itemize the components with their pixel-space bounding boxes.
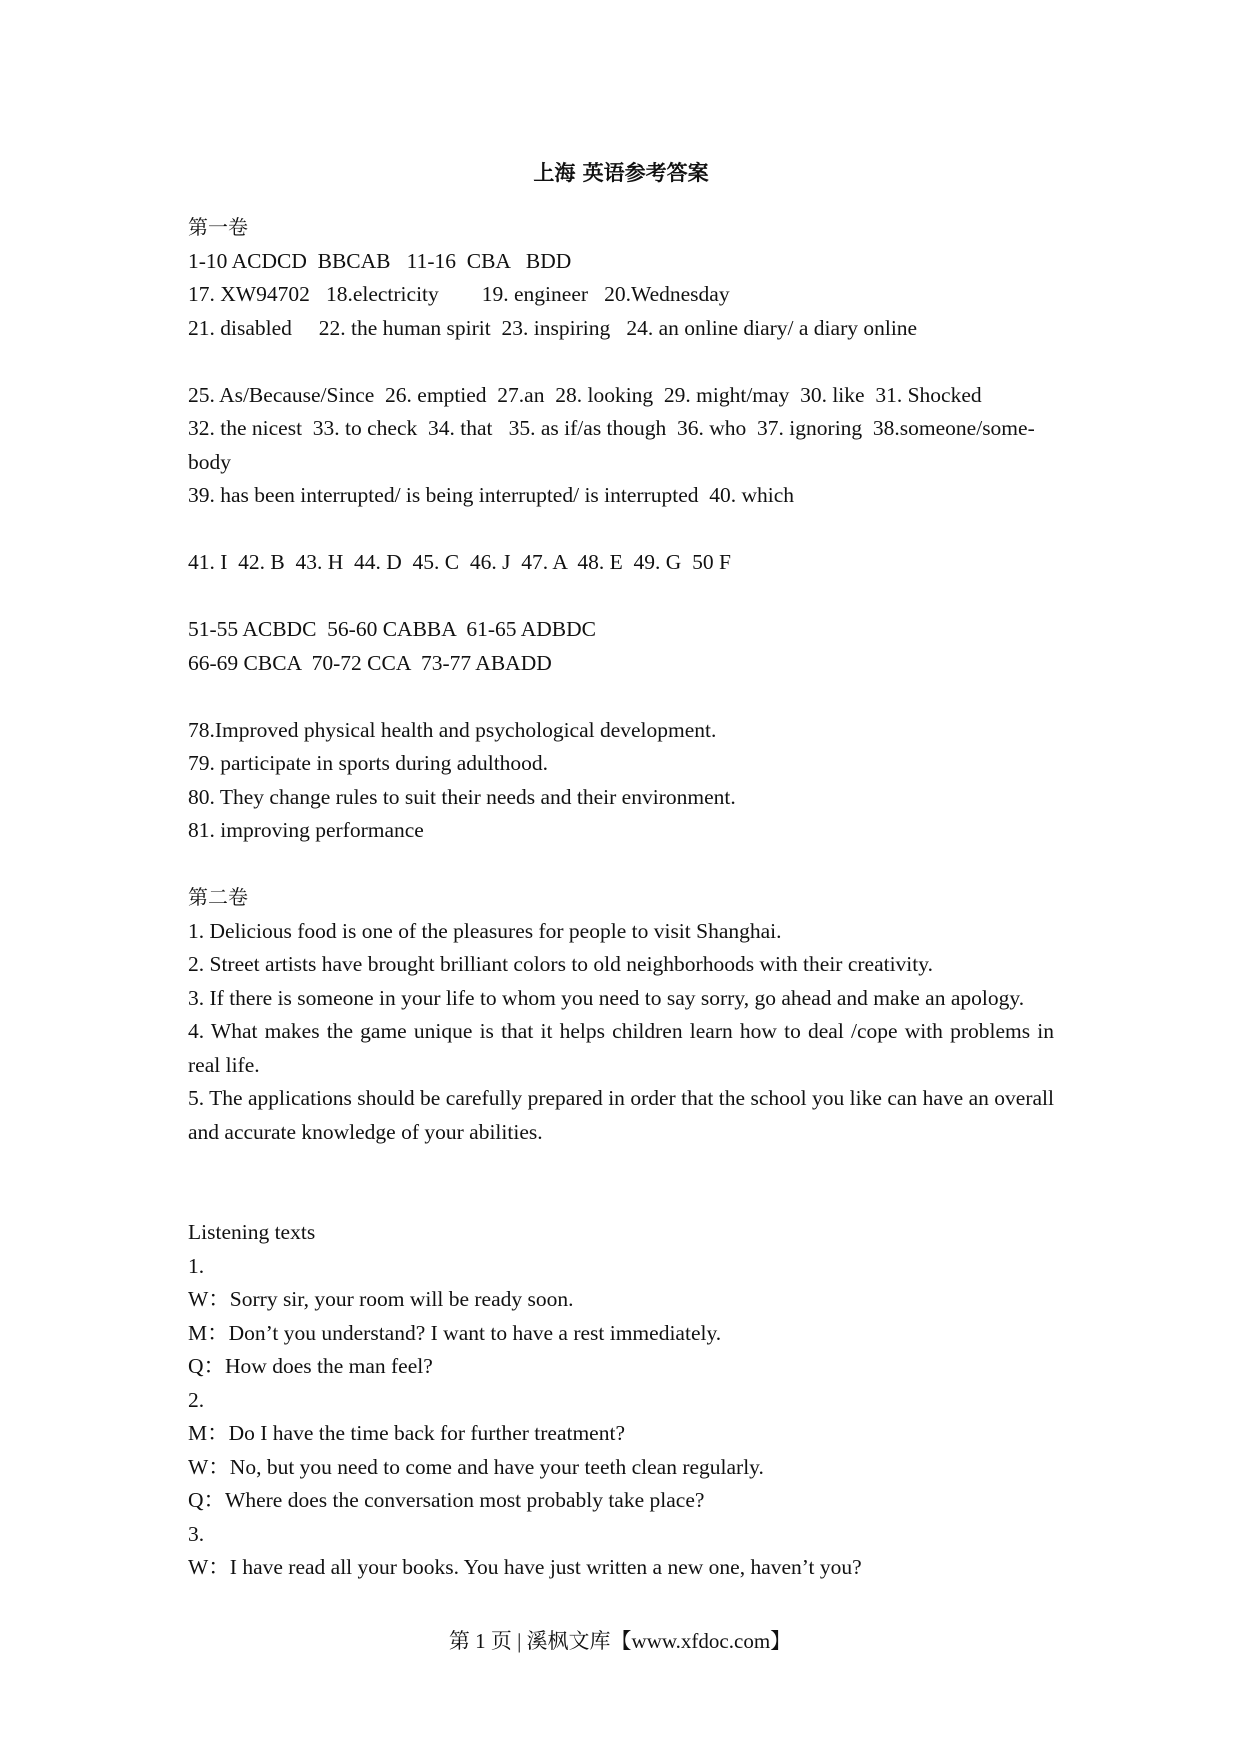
answer-line: 81. improving performance [188,818,424,842]
translation-sentence: 3. If there is someone in your life to whom you need to say sorry, go ahead and make an apology. [188,985,1025,1010]
dialogue-line: M：Do I have the time back for further treatment? [188,1421,625,1445]
answer-line: 21. disabled 22. the human spirit 23. inspiring 24. an online diary/ a diary online [188,315,918,340]
dialogue-line: W：No, but you need to come and have your teeth clean regularly. [188,1454,764,1479]
translation-sentence: 1. Delicious food is one of the pleasures for people to visit Shanghai. [188,918,782,943]
spacer [188,1149,1054,1183]
dialogue-line: M：Don’t you understand? I want to have a rest immediately. [188,1320,722,1345]
answer-line: 78.Improved physical health and psychological development. [188,717,717,742]
answer-line: 41. I 42. B 43. H 44. D 45. C 46. J 47. A 48. E 49. G 50 F [188,550,731,574]
document-page [188,0,1054,1754]
listening-item-number: 1. [188,1253,205,1278]
answer-line: body [188,449,231,474]
answer-line: 32. the nicest 33. to check 34. that 35. as if/as though 36. who 37. ignoring 38.someone/some- [188,416,1035,440]
dialogue-line: W：I have read all your books. You have just written a new one, haven’t you? [188,1555,862,1579]
dialogue-line: Q：How does the man feel? [188,1354,433,1378]
page-footer: 第 1 页 | 溪枫文库【www.xfdoc.com】 [448,1629,792,1653]
spacer [188,580,1054,614]
answer-line: 39. has been interrupted/ is being interrupted/ is interrupted 40. which [188,483,795,507]
listening-heading: Listening texts [188,1220,316,1244]
document-body [188,211,1054,1585]
spacer [188,848,1054,882]
translation-sentence: 2. Street artists have brought brilliant colors to old neighborhoods with their creativity. [188,952,933,976]
part1-heading: 第一卷 [188,215,248,239]
translation-sentence: 4. What makes the game unique is that it helps children learn how to deal /cope with problems in real life. [188,1019,1054,1077]
spacer [188,513,1054,547]
spacer [188,1183,1054,1217]
answer-line: 17. XW94702 18.electricity 19. engineer 20.Wednesday [188,282,730,306]
spacer [188,680,1054,714]
document-title: 上海 英语参考答案 [533,161,709,185]
dialogue-line: Q：Where does the conversation most probably take place? [188,1488,705,1512]
answer-line: 51-55 ACBDC 56-60 CABBA 61-65 ADBDC [188,617,596,641]
spacer [188,345,1054,379]
answer-line: 66-69 CBCA 70-72 CCA 73-77 ABADD [188,650,552,675]
dialogue-line: W：Sorry sir, your room will be ready soon. [188,1287,574,1311]
answer-line: 25. As/Because/Since 26. emptied 27.an 28. looking 29. might/may 30. like 31. Shocked [188,382,982,407]
answer-line: 1-10 ACDCD BBCAB 11-16 CBA BDD [188,248,572,273]
listening-item-number: 3. [188,1521,205,1546]
part2-heading: 第二卷 [188,885,248,909]
answer-line: 79. participate in sports during adulthood. [188,751,549,775]
answer-line: 80. They change rules to suit their needs and their environment. [188,784,736,809]
listening-item-number: 2. [188,1387,205,1412]
translation-sentence: 5. The applications should be carefully prepared in order that the school you like can have an overall and accurate knowledge of your abilities. [188,1086,1054,1144]
